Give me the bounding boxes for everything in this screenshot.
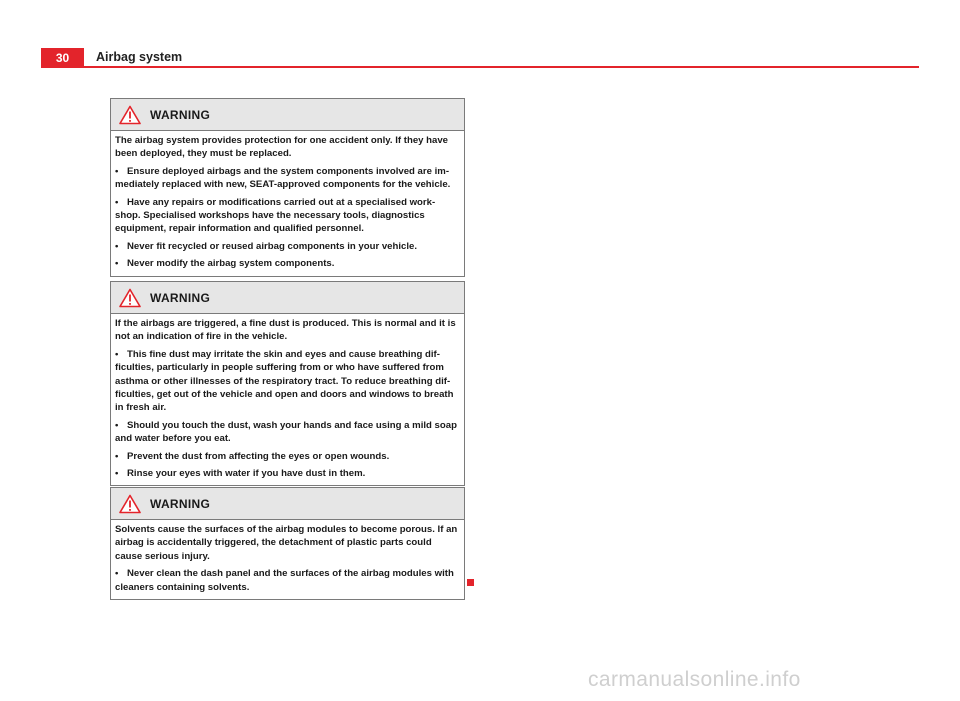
warning-bullet: [115, 257, 458, 270]
warning-title: WARNING: [150, 496, 211, 511]
bullet-text: Never modify the airbag system components.: [127, 258, 335, 270]
warning-header: [111, 488, 464, 520]
warning-bullet: [115, 196, 458, 236]
bullet-icon: •: [115, 240, 119, 252]
warning-triangle-icon: [119, 105, 141, 125]
warning-bullet: [115, 567, 458, 594]
warning-box-1: [110, 98, 465, 277]
warning-box-2: [110, 281, 465, 486]
warning-bullet: [115, 240, 458, 253]
header-divider: [84, 66, 919, 68]
warning-intro: If the airbags are triggered, a fine dust is produced. This is normal and it is not an indication of fire in the vehicle.: [115, 318, 456, 343]
bullet-text: Rinse your eyes with water if you have dust in them.: [127, 468, 366, 480]
bullet-icon: •: [115, 258, 119, 270]
bullet-icon: •: [115, 468, 119, 480]
warning-bullet: [115, 419, 458, 446]
bullet-icon: •: [115, 165, 119, 177]
bullet-text: Should you touch the dust, wash your hands and face using a mild soap and water before you eat.: [115, 419, 457, 445]
bullet-text: Prevent the dust from affecting the eyes or open wounds.: [127, 450, 390, 462]
warning-intro: The airbag system provides protection for one accident only. If they have been deployed, they must be replaced.: [115, 135, 449, 160]
warning-intro: Solvents cause the surfaces of the airbag modules to become porous. If an airbag is accidentally triggered, the detachment of plastic parts could cause serious injury.: [115, 524, 458, 562]
warning-header: [111, 99, 464, 131]
bullet-icon: •: [115, 568, 119, 580]
warning-body: [111, 314, 464, 485]
bullet-text: Never clean the dash panel and the surfaces of the airbag modules with cleaners containing solvents.: [115, 568, 454, 593]
watermark: carmanualsonline.info: [588, 668, 801, 691]
bullet-text: Never fit recycled or reused airbag components in your vehicle.: [127, 240, 418, 252]
bullet-icon: •: [115, 450, 119, 462]
warning-title: WARNING: [150, 290, 211, 305]
section-end-marker: [467, 579, 474, 586]
section-title: Airbag system: [96, 50, 183, 64]
warning-bullet: [115, 165, 458, 192]
warning-triangle-icon: [119, 288, 141, 308]
warning-bullet: [115, 450, 458, 463]
page-number: 30: [41, 48, 84, 68]
bullet-text: Ensure deployed airbags and the system components involved are im-mediately replaced with new, SEAT-approved components for the vehicle.: [115, 165, 451, 191]
bullet-icon: •: [115, 196, 119, 208]
warning-body: [111, 131, 464, 276]
warning-title: WARNING: [150, 107, 211, 122]
warning-box-3: [110, 487, 465, 600]
warning-body: [111, 520, 464, 599]
warning-bullet: [115, 348, 458, 415]
warning-header: [111, 282, 464, 314]
bullet-icon: •: [115, 348, 119, 360]
bullet-text: Have any repairs or modifications carried out at a specialised work-shop. Specialised workshops have the necessary tools, diagnostics equipment, repair information and qualified personnel.: [115, 196, 436, 235]
warning-triangle-icon: [119, 494, 141, 514]
bullet-text: This fine dust may irritate the skin and eyes and cause breathing dif-ficulties, particularly in people suffering from or who have suffered from asthma or other illnesses of the respiratory tract. To reduce breathing dif-ficulties, get out of the vehicle and open and doors and windows to breath in fresh air.: [115, 348, 454, 414]
warning-bullet: [115, 467, 458, 480]
bullet-icon: •: [115, 419, 119, 431]
